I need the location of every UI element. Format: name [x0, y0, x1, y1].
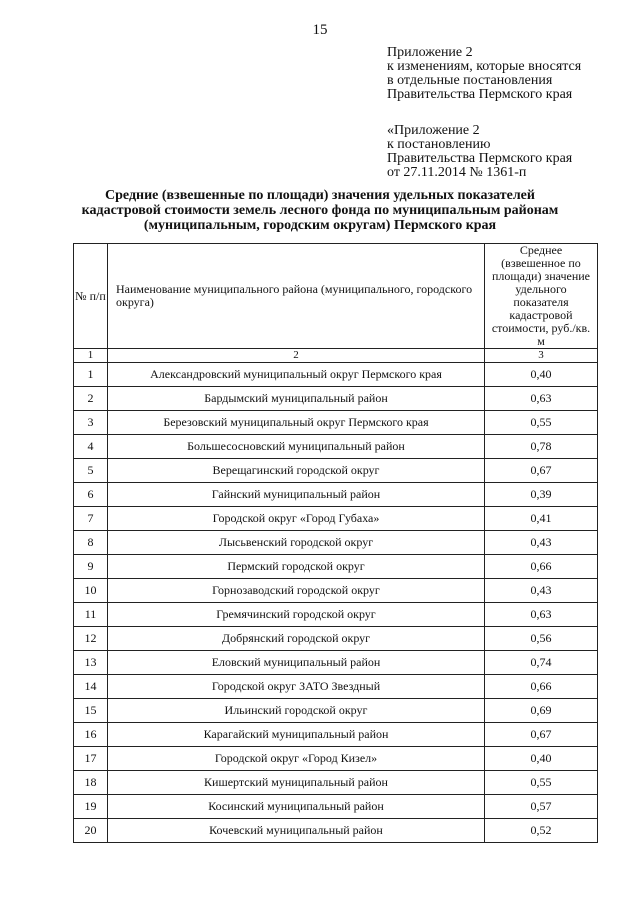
table-row	[74, 675, 598, 699]
header-value: Среднее (взвешенное по площади) значение удельного показателя кадастровой стоимости, руб./кв. м	[485, 244, 598, 349]
table-row	[74, 579, 598, 603]
row-value: 0,55	[485, 411, 598, 435]
row-value: 0,78	[485, 435, 598, 459]
reference-line: Правительства Пермского края	[387, 151, 573, 166]
table-row	[74, 723, 598, 747]
row-name: Александровский муниципальный округ Пермского края	[108, 363, 485, 387]
row-value: 0,52	[485, 819, 598, 843]
table-header-row	[74, 244, 598, 349]
row-name: Кочевский муниципальный район	[108, 819, 485, 843]
appendix-line: к изменениям, которые вносятся	[387, 59, 582, 74]
table-row	[74, 387, 598, 411]
row-number: 9	[74, 555, 108, 579]
title-line: Средние (взвешенные по площади) значения удельных показателей	[105, 188, 535, 203]
row-number: 15	[74, 699, 108, 723]
row-value: 0,55	[485, 771, 598, 795]
row-number: 17	[74, 747, 108, 771]
row-name: Гремячинский городской округ	[108, 603, 485, 627]
row-number: 10	[74, 579, 108, 603]
values-table	[73, 243, 598, 843]
row-name: Ильинский городской округ	[108, 699, 485, 723]
appendix-line: в отдельные постановления	[387, 73, 553, 88]
row-value: 0,66	[485, 555, 598, 579]
resolution-reference	[387, 124, 572, 180]
row-number: 8	[74, 531, 108, 555]
document-title	[70, 188, 570, 233]
table-row	[74, 699, 598, 723]
row-name: Бардымский муниципальный район	[108, 387, 485, 411]
row-name: Городской округ ЗАТО Звездный	[108, 675, 485, 699]
appendix-line: Правительства Пермского края	[387, 87, 573, 102]
row-name: Березовский муниципальный округ Пермского края	[108, 411, 485, 435]
table-row	[74, 771, 598, 795]
reference-line: «Приложение 2	[387, 123, 480, 138]
row-value: 0,43	[485, 579, 598, 603]
row-number: 5	[74, 459, 108, 483]
row-value: 0,40	[485, 363, 598, 387]
table-row	[74, 747, 598, 771]
row-value: 0,67	[485, 459, 598, 483]
table-row	[74, 507, 598, 531]
row-number: 2	[74, 387, 108, 411]
table-row	[74, 795, 598, 819]
row-name: Карагайский муниципальный район	[108, 723, 485, 747]
row-name: Косинский муниципальный район	[108, 795, 485, 819]
row-name: Верещагинский городской округ	[108, 459, 485, 483]
reference-line: к постановлению	[387, 137, 491, 152]
row-value: 0,67	[485, 723, 598, 747]
row-value: 0,74	[485, 651, 598, 675]
table-row	[74, 483, 598, 507]
row-number: 1	[74, 363, 108, 387]
row-number: 20	[74, 819, 108, 843]
reference-line: от 27.11.2014 № 1361-п	[387, 165, 527, 180]
row-number: 16	[74, 723, 108, 747]
appendix-line: Приложение 2	[387, 45, 473, 60]
row-name: Городской округ «Город Кизел»	[108, 747, 485, 771]
row-value: 0,40	[485, 747, 598, 771]
row-number: 19	[74, 795, 108, 819]
row-value: 0,56	[485, 627, 598, 651]
row-value: 0,41	[485, 507, 598, 531]
row-value: 0,57	[485, 795, 598, 819]
row-name: Добрянский городской округ	[108, 627, 485, 651]
row-name: Большесосновский муниципальный район	[108, 435, 485, 459]
row-number: 18	[74, 771, 108, 795]
row-number: 14	[74, 675, 108, 699]
row-name: Еловский муниципальный район	[108, 651, 485, 675]
row-number: 11	[74, 603, 108, 627]
row-name: Горнозаводский городской округ	[108, 579, 485, 603]
table-row	[74, 819, 598, 843]
row-value: 0,43	[485, 531, 598, 555]
title-line: кадастровой стоимости земель лесного фонда по муниципальным районам	[81, 203, 559, 218]
table-row	[74, 531, 598, 555]
header-name: Наименование муниципального района (муниципального, городского округа)	[108, 244, 485, 349]
table-row	[74, 627, 598, 651]
row-name: Пермский городской округ	[108, 555, 485, 579]
row-number: 4	[74, 435, 108, 459]
column-number: 3	[485, 349, 598, 363]
row-value: 0,39	[485, 483, 598, 507]
table-row	[74, 651, 598, 675]
row-number: 12	[74, 627, 108, 651]
appendix-header	[387, 46, 581, 102]
row-value: 0,66	[485, 675, 598, 699]
page-number: 15	[312, 22, 328, 38]
row-number: 7	[74, 507, 108, 531]
row-name: Гайнский муниципальный район	[108, 483, 485, 507]
row-name: Лысьвенский городской округ	[108, 531, 485, 555]
row-number: 3	[74, 411, 108, 435]
row-number: 13	[74, 651, 108, 675]
title-line: (муниципальным, городским округам) Пермского края	[143, 218, 497, 233]
table-row	[74, 603, 598, 627]
header-num: № п/п	[74, 244, 108, 349]
table-row	[74, 555, 598, 579]
table-row	[74, 363, 598, 387]
table-row	[74, 411, 598, 435]
row-value: 0,63	[485, 387, 598, 411]
column-number-row	[74, 349, 598, 363]
row-number: 6	[74, 483, 108, 507]
column-number: 2	[108, 349, 485, 363]
row-value: 0,69	[485, 699, 598, 723]
table-row	[74, 435, 598, 459]
row-value: 0,63	[485, 603, 598, 627]
column-number: 1	[74, 349, 108, 363]
row-name: Кишертский муниципальный район	[108, 771, 485, 795]
row-name: Городской округ «Город Губаха»	[108, 507, 485, 531]
table-row	[74, 459, 598, 483]
